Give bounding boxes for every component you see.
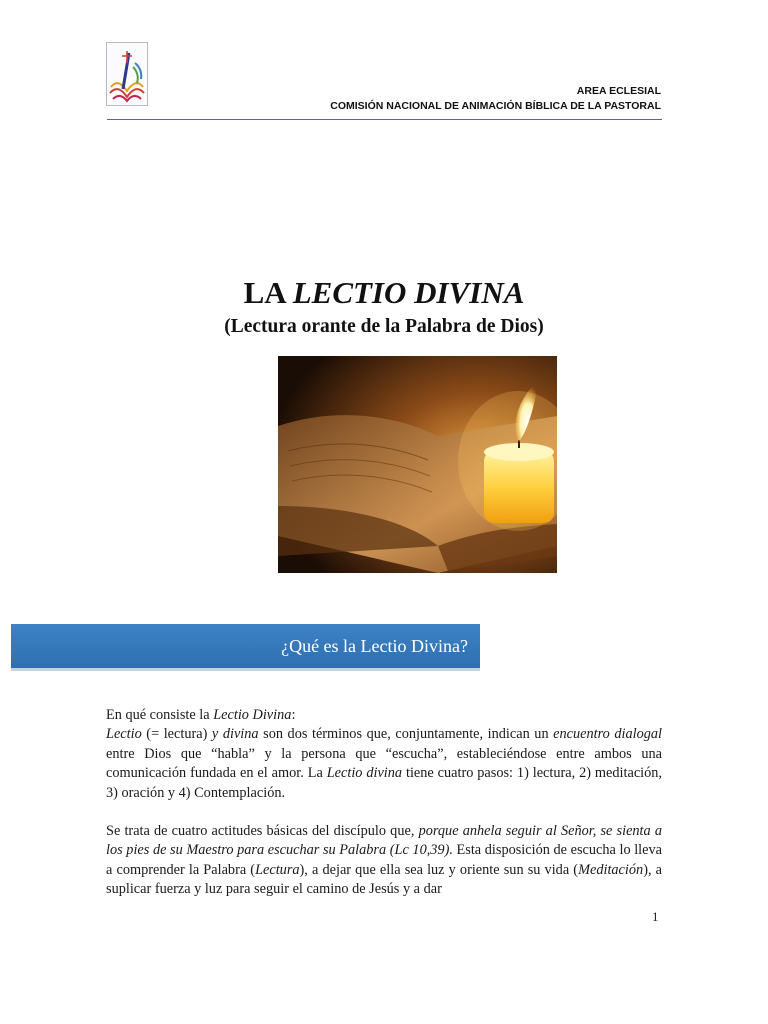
intro-colon: :: [291, 707, 296, 723]
p2-quote: porque anhela seguir al Señor, se sienta a los pies de su Maestro para escuchar su Palabra (Lc 10,39).: [106, 823, 662, 859]
header-institution: [330, 84, 661, 114]
body-text: [106, 706, 662, 900]
paragraph-intro: [106, 706, 662, 803]
p1-lectio-divina: Lectio divina: [326, 765, 403, 782]
header-area: AREA ECLESIAL: [576, 85, 661, 97]
page-number: 1: [652, 909, 659, 924]
intro-italic: Lectio Divina: [213, 707, 292, 723]
intro-text: En qué consiste la: [106, 707, 214, 723]
title-italic: LECTIO DIVINA: [292, 275, 525, 310]
bible-candle-photo: [278, 356, 557, 573]
page-subtitle: (Lectura orante de la Palabra de Dios): [224, 316, 544, 337]
p2-text-4: ), a suplicar fuerza y luz para seguir el camino de Jesús y a dar: [106, 861, 662, 898]
title-prefix: LA: [243, 275, 293, 310]
page-title: [0, 275, 768, 311]
organization-logo-icon: [106, 42, 148, 106]
p1-y-divina: y divina: [211, 726, 259, 743]
p2-text-3: ), a dejar que ella sea luz y oriente sun su vida (: [299, 861, 579, 878]
p1-text-3: entre Dios que “habla” y la persona que “escucha”, estableciéndose entre ambos una comunicación fundada en el amor. La: [106, 745, 662, 782]
paragraph-attitudes: [106, 822, 662, 900]
p1-text-1: (= lectura): [141, 726, 212, 743]
p1-lectio: Lectio: [106, 726, 142, 743]
p1-encuentro-dialogal: encuentro dialogal: [553, 726, 663, 743]
p2-text-2: Esta disposición de escucha lo lleva a comprender la Palabra (: [106, 842, 662, 878]
p2-text-1: Se trata de cuatro actitudes básicas del discípulo que,: [106, 823, 419, 840]
p1-text-4: tiene cuatro pasos: 1) lectura, 2) meditación, 3) oración y 4) Contemplación.: [106, 765, 663, 801]
header-commission: COMISIÓN NACIONAL DE ANIMACIÓN BÍBLICA DE LA PASTORAL: [330, 100, 661, 112]
p2-lectura: Lectura: [255, 861, 300, 878]
p1-text-2: son dos términos que, conjuntamente, indican un: [258, 726, 554, 743]
p2-meditacion: Meditación: [578, 861, 644, 878]
section-heading-banner: ¿Qué es la Lectio Divina?: [11, 624, 480, 671]
header-divider: [107, 119, 662, 120]
